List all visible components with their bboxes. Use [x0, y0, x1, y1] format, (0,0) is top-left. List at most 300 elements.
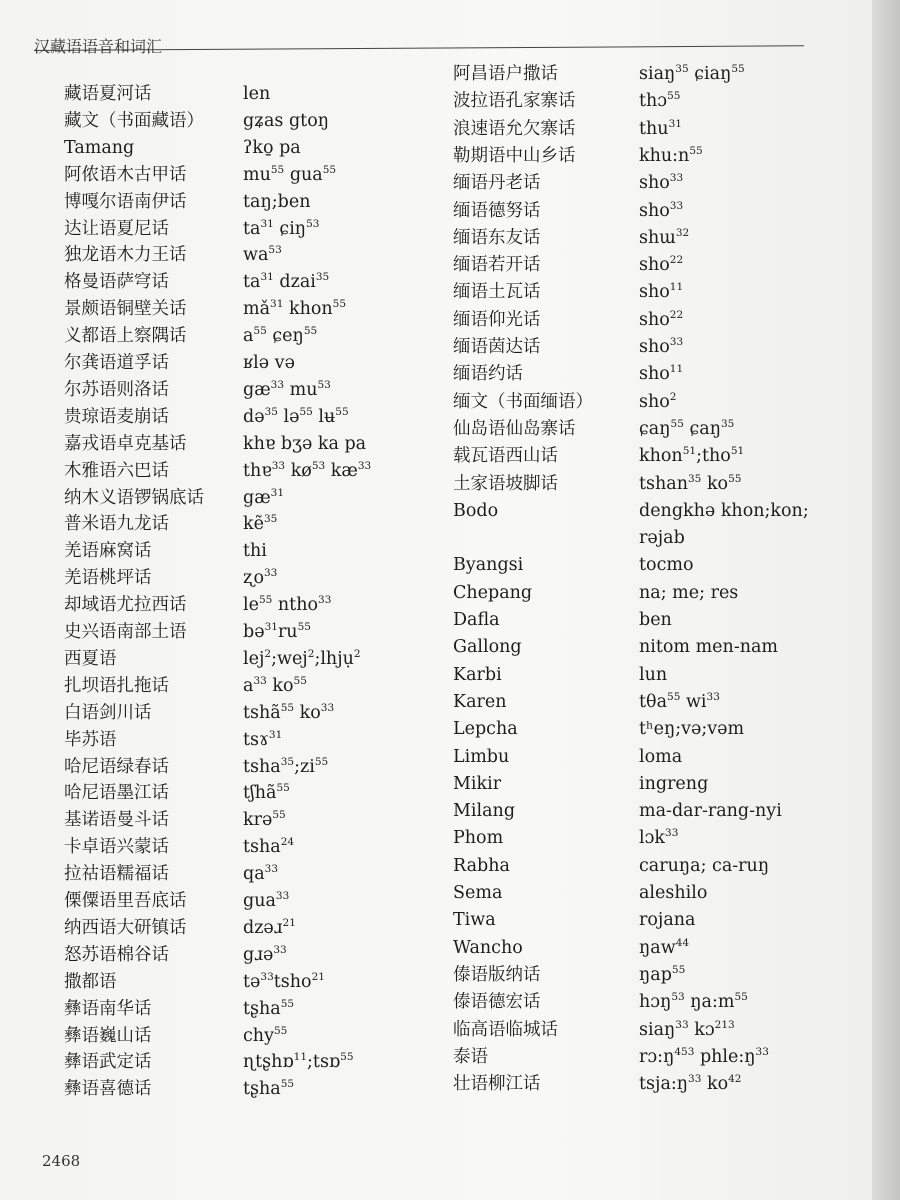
form-segment: rɔ:ŋ [639, 1046, 675, 1067]
tone-mark: 22 [669, 254, 684, 267]
tone-mark: 11 [293, 1051, 308, 1064]
language-name: 木雅语六巴话 [64, 460, 169, 481]
word-form [243, 809, 286, 831]
form-segment: kæ [325, 460, 358, 481]
tone-mark: 55 [731, 63, 745, 75]
word-form [639, 336, 683, 358]
language-name: 尔苏语则洛话 [64, 379, 169, 400]
tone-mark: 31 [264, 621, 278, 633]
form-segment: ntho [272, 595, 319, 616]
language-name: 羌语桃坪话 [64, 568, 152, 589]
tone-mark: 33 [755, 1045, 769, 1058]
word-form [639, 527, 685, 549]
form-segment: bə [243, 622, 265, 642]
tone-mark: 21 [311, 970, 325, 983]
language-name: 基诺语曼斗话 [64, 810, 169, 831]
form-segment: a [243, 675, 254, 696]
form-segment: ko [701, 473, 729, 494]
tone-mark: 35 [263, 513, 278, 526]
form-segment: sho [639, 200, 670, 221]
language-name: 藏文（书面藏语） [64, 110, 204, 131]
word-form [243, 702, 334, 724]
word-form [243, 460, 371, 482]
tone-mark: 55 [734, 991, 748, 1004]
word-form [243, 298, 346, 320]
tone-mark: 55 [270, 163, 285, 176]
word-form [639, 90, 680, 112]
tone-mark: 22 [669, 308, 684, 321]
word-form [243, 487, 284, 509]
tone-mark: 33 [271, 459, 286, 472]
tone-mark: 53 [268, 244, 282, 257]
word-form [243, 971, 325, 993]
form-segment: ;tsɒ [307, 1052, 341, 1073]
word-form [639, 773, 708, 795]
tone-mark: 2 [264, 647, 272, 660]
language-name: Sema [453, 883, 503, 903]
form-segment: gæ [243, 487, 271, 508]
language-name: 临高语临城话 [453, 1019, 558, 1040]
form-segment: sho [639, 391, 670, 412]
tone-mark: 55 [297, 621, 311, 633]
form-segment: wi [680, 691, 707, 712]
tone-mark: 2 [307, 647, 315, 660]
form-segment: kø [285, 460, 312, 481]
word-form [243, 567, 277, 589]
language-name: 傣语德宏话 [453, 992, 541, 1013]
tone-mark: 32 [675, 226, 690, 239]
form-segment: sho [639, 337, 670, 357]
form-segment: dzai [273, 272, 316, 293]
language-name: Gallong [453, 637, 522, 658]
form-segment: ingreng [639, 773, 709, 794]
form-segment: ta [243, 218, 261, 239]
form-segment: tsha [243, 756, 281, 777]
language-name: 彝语南华话 [64, 998, 152, 1019]
word-form [639, 309, 683, 331]
form-segment: ɕaŋ [639, 418, 671, 439]
form-segment: tə [243, 971, 261, 992]
tone-mark: 33 [688, 1073, 702, 1086]
form-segment: ko [266, 675, 294, 696]
form-segment: ʁlə və [243, 353, 295, 373]
language-name: 羌语麻窝话 [64, 541, 152, 562]
form-segment: krə [243, 810, 273, 831]
tone-mark: 213 [714, 1018, 735, 1031]
form-segment: tshan [639, 473, 688, 494]
tone-mark: 55 [280, 997, 295, 1010]
tone-mark: 35 [675, 63, 689, 75]
language-name: 缅语茵达话 [453, 337, 541, 357]
word-form [243, 191, 310, 213]
form-segment: lun [639, 664, 668, 685]
form-segment: chy [243, 1025, 274, 1046]
language-name: Karbi [453, 664, 502, 685]
language-name: Rabha [453, 855, 510, 876]
page-edge-shadow [872, 0, 900, 1200]
form-segment: ru [277, 622, 298, 642]
form-segment: gua [243, 891, 276, 911]
form-segment: le [243, 595, 259, 616]
tone-mark: 31 [260, 271, 274, 284]
language-name: 缅语土瓦话 [453, 282, 541, 303]
tone-mark: 24 [280, 836, 295, 849]
word-form [243, 110, 329, 132]
tone-mark: 55 [272, 809, 286, 822]
language-name: Chepang [453, 582, 533, 603]
language-name: 格曼语萨穹话 [64, 272, 169, 293]
tone-mark: 53 [311, 459, 326, 472]
word-form [639, 500, 809, 522]
running-head: 汉藏语语音和词汇 [34, 37, 163, 56]
page-number: 2468 [42, 1152, 81, 1170]
language-name: 缅语若开话 [453, 255, 541, 276]
form-segment: ɳtʂhɒ [243, 1052, 294, 1073]
word-form [639, 172, 683, 194]
form-segment: wa [243, 245, 269, 266]
tone-mark: 31 [270, 298, 284, 311]
word-form [243, 325, 317, 347]
word-form [639, 391, 676, 413]
language-name: 景颇语铜壁关话 [64, 299, 187, 320]
form-segment: tʂha [243, 998, 281, 1019]
tone-mark: 35 [315, 271, 330, 284]
language-name: Phom [453, 828, 504, 849]
language-name: 哈尼语墨江话 [64, 783, 169, 804]
language-name: 波拉语孔家寨话 [453, 91, 576, 112]
tone-mark: 33 [669, 199, 684, 212]
tone-mark: 55 [273, 1024, 288, 1037]
word-form [639, 746, 682, 768]
form-segment: khon [283, 299, 333, 320]
word-form [243, 782, 290, 804]
word-form [243, 917, 296, 939]
form-segment: ;lhjụ [314, 648, 354, 669]
form-segment: dengkhə khon;kon; [639, 500, 809, 521]
tone-mark: 55 [303, 325, 318, 338]
word-form [243, 433, 366, 455]
word-form [243, 137, 301, 159]
word-form [639, 1019, 735, 1041]
form-segment: ma-dar-rang-nyi [639, 801, 782, 822]
tone-mark: 33 [665, 827, 679, 840]
form-segment: tshã [243, 702, 281, 723]
tone-mark: 33 [260, 970, 274, 983]
form-segment: gɹə [243, 944, 274, 965]
tone-mark: 53 [317, 378, 331, 391]
tone-mark: 55 [280, 1078, 295, 1091]
form-segment: lɔk [639, 828, 666, 849]
language-name: Milang [453, 801, 516, 822]
form-segment: taŋ;ben [243, 191, 311, 212]
form-segment: tsha [243, 837, 281, 858]
language-name: Byangsi [453, 555, 524, 576]
tone-mark: 51 [730, 445, 745, 458]
tone-mark: 33 [264, 863, 279, 876]
language-name: 义都语上察隅话 [64, 326, 187, 347]
form-segment: tsɤ [243, 729, 269, 750]
tone-mark: 55 [670, 417, 684, 430]
tone-mark: 55 [335, 405, 349, 418]
left-column [64, 83, 444, 1123]
form-segment: siaŋ [639, 64, 676, 84]
language-name: 史兴语南部土语 [64, 622, 187, 642]
word-form [243, 729, 282, 751]
right-column [453, 63, 863, 1123]
word-form [243, 513, 277, 535]
language-name: 缅语约话 [453, 364, 523, 385]
word-form [639, 609, 672, 631]
word-form [639, 227, 689, 249]
word-form [639, 281, 683, 303]
word-form [243, 164, 336, 186]
form-segment: thɐ [243, 460, 272, 481]
form-segment: ;tho [696, 446, 731, 467]
language-name: 尔龚语道孚话 [64, 353, 169, 373]
form-segment: ben [639, 610, 672, 630]
language-name: 缅语仰光话 [453, 309, 541, 330]
form-segment: ŋaw [639, 937, 676, 958]
form-segment: qa [243, 864, 265, 885]
tone-mark: 33 [669, 336, 684, 348]
tone-mark: 55 [728, 472, 742, 485]
word-form [639, 473, 741, 495]
language-name: 缅语东友话 [453, 227, 541, 248]
form-segment: a [243, 326, 254, 347]
language-name: 缅文（书面缅语） [453, 391, 593, 412]
language-name: 却域语尤拉西话 [64, 595, 187, 616]
tone-mark: 53 [671, 991, 685, 1004]
tone-mark: 31 [268, 728, 283, 741]
tone-mark: 33 [264, 567, 278, 580]
language-name: Mikir [453, 773, 502, 794]
form-segment: phle:ŋ [694, 1046, 756, 1067]
tone-mark: 55 [667, 690, 681, 703]
form-segment: ;zi [294, 756, 315, 777]
language-name: 载瓦语西山话 [453, 446, 558, 467]
tone-mark: 55 [667, 90, 681, 103]
form-segment: sho [639, 282, 670, 303]
word-form [243, 1025, 287, 1047]
tone-mark: 33 [669, 172, 684, 185]
form-segment: rojana [639, 910, 696, 931]
form-segment: loma [639, 746, 683, 767]
form-segment: mu [284, 379, 318, 400]
tone-mark: 2 [669, 390, 677, 403]
form-segment: len [243, 84, 271, 104]
form-segment: thi [243, 541, 267, 562]
form-segment: rəjab [639, 528, 685, 549]
form-segment: thu [639, 118, 669, 139]
form-segment: tsho [273, 971, 312, 992]
word-form [639, 63, 745, 85]
language-name: 毕苏语 [64, 729, 117, 750]
language-name: 阿侬语木古甲话 [64, 164, 187, 185]
tone-mark: 55 [322, 163, 337, 176]
form-segment: lʉ [312, 406, 336, 427]
form-segment: ʔko̱ pa [243, 137, 301, 158]
form-segment: tsja:ŋ [639, 1074, 689, 1095]
language-name: 傈僳语里吾底话 [64, 891, 187, 911]
tone-mark: 33 [320, 701, 335, 714]
form-segment: lej [243, 648, 265, 669]
form-segment: gua [284, 164, 323, 185]
word-form [639, 800, 782, 822]
word-form [243, 379, 331, 401]
tone-mark: 2 [353, 647, 361, 660]
word-form [243, 621, 311, 643]
language-name: 纳木义语锣锅底话 [64, 487, 204, 508]
form-segment: ɕiaŋ [688, 64, 732, 84]
word-form [639, 937, 689, 959]
word-form [639, 964, 685, 986]
word-form [243, 540, 267, 562]
tone-mark: 21 [282, 916, 296, 929]
tone-mark: 55 [332, 298, 347, 311]
word-form [639, 145, 703, 167]
form-segment: dzəɹ [243, 917, 283, 938]
form-segment: tʃhã [243, 783, 277, 804]
word-form [243, 352, 295, 374]
form-segment: ʐo [243, 568, 264, 589]
word-form [639, 909, 695, 931]
form-segment: gʑas gtoŋ [243, 110, 330, 131]
language-name: 傣语版纳话 [453, 964, 541, 985]
word-form [243, 675, 307, 697]
language-name: 撒都语 [64, 971, 117, 992]
language-name: 缅语德努话 [453, 200, 541, 221]
word-form [639, 418, 734, 440]
tone-mark: 55 [276, 782, 290, 795]
tone-mark: 53 [306, 217, 320, 230]
tone-mark: 55 [280, 701, 295, 714]
language-name: 缅语丹老话 [453, 173, 541, 194]
language-name: Limbu [453, 746, 510, 767]
word-form [243, 998, 294, 1020]
word-form [243, 1051, 354, 1073]
form-segment: khu:n [639, 145, 690, 166]
tone-mark: 11 [669, 281, 684, 294]
form-segment: tʂha [243, 1079, 281, 1100]
language-name: 怒苏语棉谷话 [64, 944, 169, 965]
language-name: 拉祜语糯福话 [64, 864, 169, 885]
tone-mark: 55 [340, 1051, 354, 1064]
word-form [639, 718, 744, 740]
form-segment: ta [243, 272, 261, 293]
language-name: 勒期语中山乡话 [453, 145, 576, 166]
word-form [243, 271, 329, 293]
word-form [639, 582, 738, 604]
language-name: 仙岛语仙岛寨话 [453, 418, 576, 439]
form-segment: gæ [243, 379, 271, 400]
tone-mark: 33 [253, 674, 267, 687]
tone-mark: 42 [728, 1073, 742, 1086]
word-form [639, 1073, 742, 1095]
word-form [243, 83, 270, 105]
language-name: 浪速语允欠寨话 [453, 118, 576, 139]
form-segment: ɕiŋ [273, 218, 307, 239]
tone-mark: 51 [682, 445, 697, 458]
form-segment: thɔ [639, 91, 668, 112]
language-name: 彝语巍山话 [64, 1025, 152, 1046]
form-segment: khɐ bʒə ka pa [243, 433, 367, 454]
language-name: 纳西语大研镇话 [64, 917, 187, 938]
tone-mark: 33 [270, 378, 285, 391]
word-form [243, 836, 294, 858]
form-segment: hɔŋ [639, 992, 672, 1013]
form-segment: lə [277, 406, 300, 427]
word-form [243, 594, 331, 616]
word-form [639, 664, 667, 686]
language-name: 彝语喜德话 [64, 1079, 152, 1100]
form-segment: aleshilo [639, 883, 708, 903]
form-segment: ɕeŋ [266, 326, 304, 347]
form-segment: sho [639, 255, 670, 276]
language-name: 扎坝语扎拖话 [64, 675, 169, 696]
tone-mark: 35 [688, 472, 702, 485]
word-form [639, 363, 683, 385]
word-form [639, 855, 769, 877]
word-form [243, 944, 287, 966]
word-form [639, 827, 678, 849]
tone-mark: 55 [314, 755, 329, 768]
language-name: 贵琼语麦崩话 [64, 406, 169, 427]
word-form [639, 445, 744, 467]
form-segment: ŋa:m [684, 992, 735, 1013]
form-segment: ŋap [639, 964, 672, 985]
language-name: 独龙语木力王话 [64, 245, 187, 266]
word-form [243, 648, 361, 670]
tone-mark: 55 [253, 325, 267, 338]
word-form [639, 200, 683, 222]
word-form [639, 1046, 769, 1068]
word-form [243, 863, 278, 885]
tone-mark: 31 [668, 117, 682, 130]
form-segment: tʰeŋ;və;vəm [639, 719, 745, 740]
form-segment: na; me; res [639, 582, 739, 603]
language-name: 西夏语 [64, 648, 117, 669]
tone-mark: 31 [260, 217, 274, 230]
language-name: 土家语坡脚话 [453, 473, 558, 494]
tone-mark: 11 [669, 363, 684, 376]
form-segment: sho [639, 173, 670, 194]
form-segment: kɔ [688, 1019, 715, 1040]
tone-mark: 35 [264, 405, 278, 418]
form-segment: shɯ [639, 227, 676, 248]
language-name: 壮语柳江话 [453, 1074, 541, 1095]
language-name: 哈尼语绿春话 [64, 756, 169, 777]
language-name: 卡卓语兴蒙话 [64, 837, 169, 858]
word-form [243, 756, 328, 778]
word-form [639, 554, 694, 576]
tone-mark: 35 [720, 417, 735, 430]
language-name: Bodo [453, 500, 499, 521]
language-name: 藏语夏河话 [64, 84, 152, 104]
language-name: 彝语武定话 [64, 1052, 152, 1073]
word-form [243, 218, 319, 240]
language-name: 嘉戎语卓克基话 [64, 433, 187, 454]
tone-mark: 31 [270, 486, 285, 499]
tone-mark: 33 [706, 690, 720, 703]
language-name: 普米语九龙话 [64, 514, 169, 535]
word-form [639, 254, 683, 276]
tone-mark: 55 [293, 674, 307, 687]
form-segment: tθa [639, 691, 668, 712]
tone-mark: 453 [674, 1045, 695, 1058]
form-segment: mu [243, 164, 271, 185]
word-form [639, 118, 682, 140]
language-name: 达让语夏尼话 [64, 218, 169, 239]
